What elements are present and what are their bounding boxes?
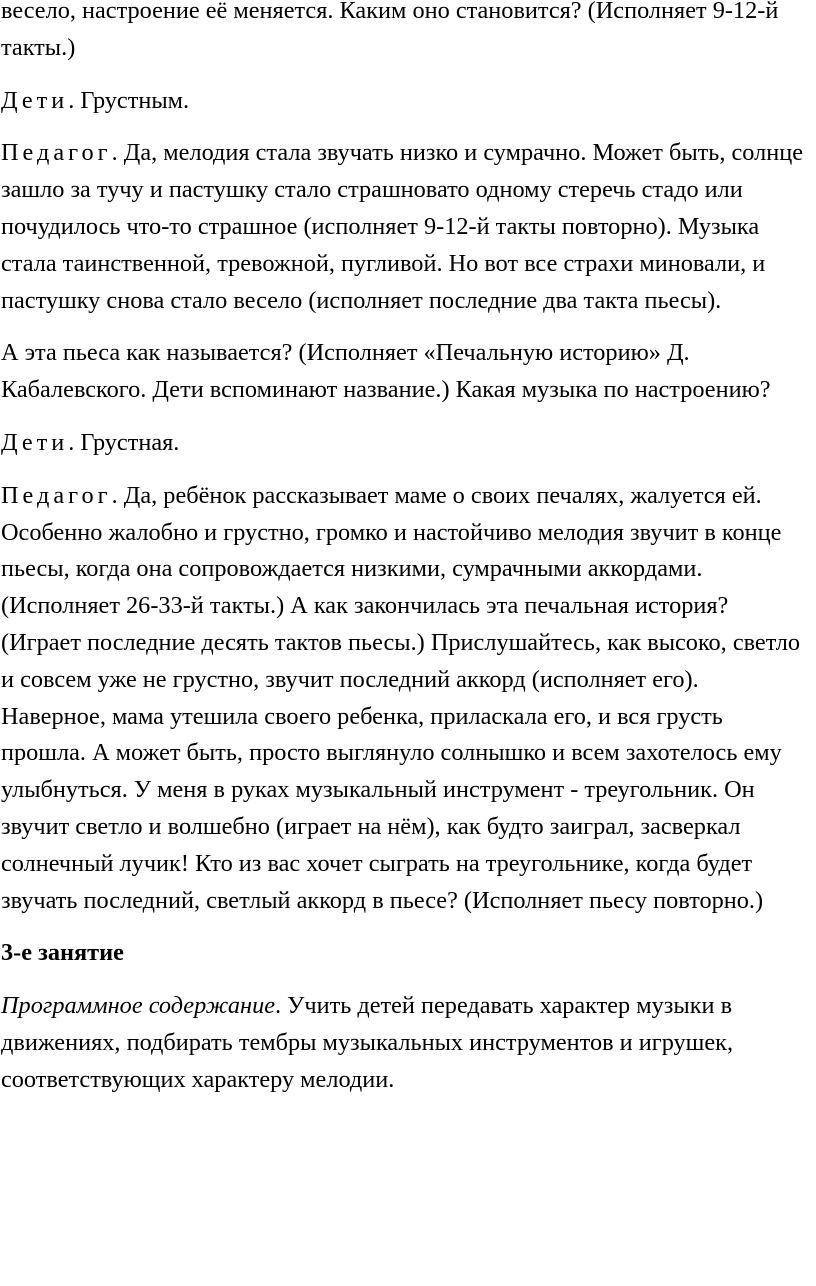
dialogue-text: . Да, мелодия стала звучать низко и сумрачно. Может быть, солнце зашло за тучу и пастушку стало страшновато одному стеречь стадо или почудилось что-то страшное (исполняет 9-12-й такты повторно). Музыка стала таинственной, тревожной, пугливой. Но вот все страхи миновали, и пастушку снова стало весело (исполняет последние два такта пьесы). xyxy=(1,139,804,314)
program-content xyxy=(1,988,804,1098)
section-heading: 3-е занятие xyxy=(1,939,124,967)
paragraph-text: А эта пьеса как называется? (Исполняет «Печальную историю» Д. Кабалевского. Дети вспоминают название.) Какая музыка по настроению? xyxy=(1,339,771,404)
dialogue-text: . Грустным. xyxy=(68,86,190,114)
paragraph-question xyxy=(1,335,804,409)
dialogue-children-1 xyxy=(1,83,804,120)
dialogue-text: . Да, ребёнок рассказывает маме о своих печалях, жалуется ей. Особенно жалобно и грустно, громко и настойчиво мелодия звучит в конце пьесы, когда она сопровождается низкими, сумрачными аккордами. (Исполняет 26-33-й такты.) А как закончилась эта печальная история? (Играет последние десять тактов пьесы.) Прислушайтесь, как высоко, светло и совсем уже не грустно, звучит последний аккорд (исполняет его). Наверное, мама утешила своего ребенка, приласкала его, и вся грусть прошла. А может быть, просто выглянуло солнышко и всем захотелось ему улыбнуться. У меня в руках музыкальный инструмент - треугольник. Он звучит светло и волшебно (играет на нём), как будто заиграл, засверкал солнечный лучик! Кто из вас хочет сыграть на треугольнике, когда будет звучать последний, светлый аккорд в пьесе? (Исполняет пьесу повторно.) xyxy=(1,481,800,914)
speaker-teacher: Педагог xyxy=(1,139,112,167)
paragraph-continuation xyxy=(1,0,804,67)
speaker-children: Дети xyxy=(1,428,69,456)
speaker-children: Дети xyxy=(1,86,69,114)
program-label: Программное содержание xyxy=(1,992,276,1020)
paragraph-text: весело, настроение её меняется. Каким оно становится? (Исполняет 9-12-й такты.) xyxy=(1,0,779,61)
dialogue-teacher-1 xyxy=(1,135,804,319)
dialogue-text: . Грустная. xyxy=(68,428,180,456)
speaker-teacher: Педагог xyxy=(1,481,112,509)
program-text: . Учить детей передавать характер музыки в движениях, подбирать тембры музыкальных инструментов и игрушек, соответствующих характеру мелодии. xyxy=(1,992,734,1093)
dialogue-children-2 xyxy=(1,425,804,462)
dialogue-teacher-2 xyxy=(1,478,804,920)
